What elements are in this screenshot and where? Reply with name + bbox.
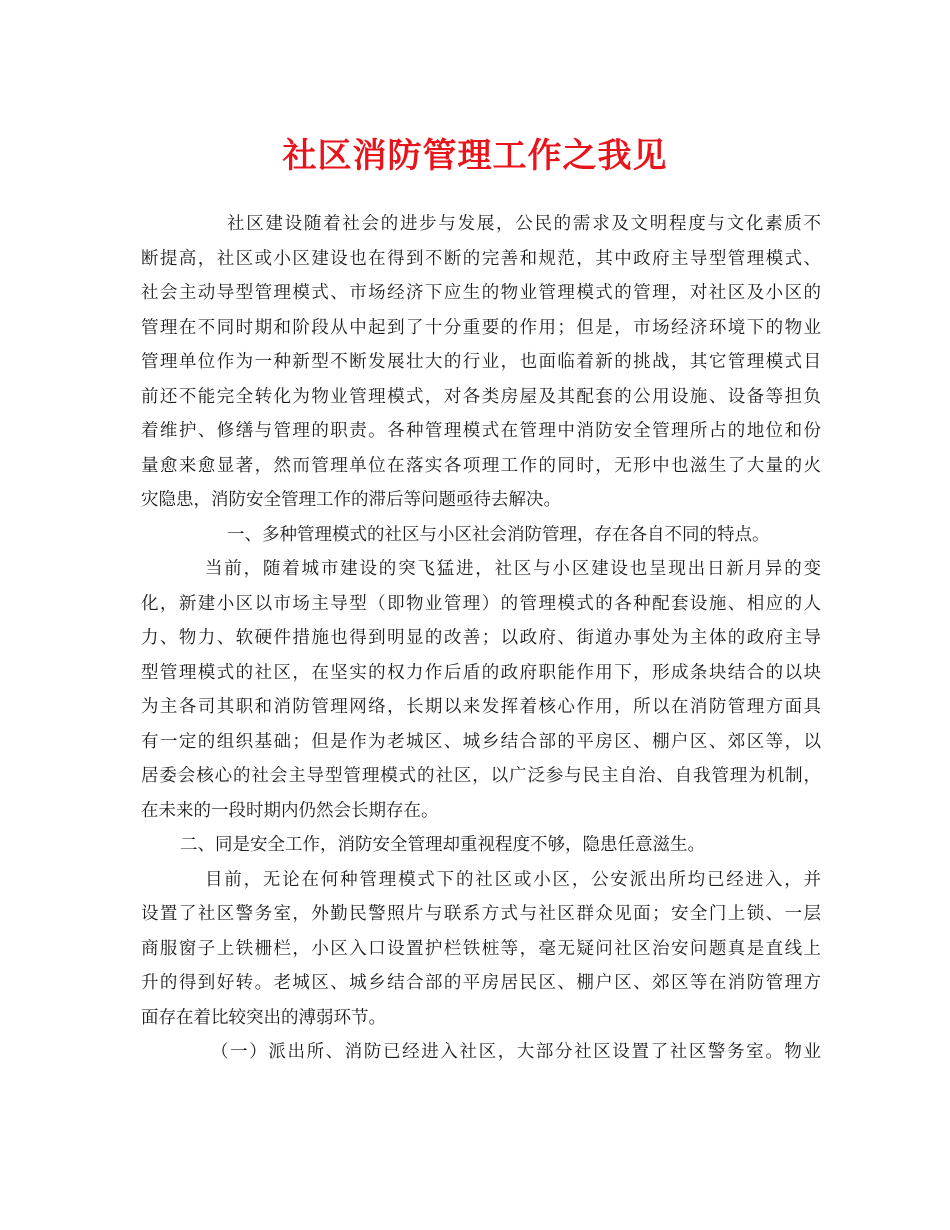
paragraph-1-line-2: 断提高，社区或小区建设也在得到不断的完善和规范，其中政府主导型管理模式、 [141, 248, 821, 269]
paragraph-1-line-1: 社区建设随着社会的进步与发展，公民的需求及文明程度与文化素质不 [227, 214, 821, 234]
paragraph-3-line-2: 化，新建小区以市场主导型（即物业管理）的管理模式的各种配套设施、相应的人 [141, 593, 821, 614]
paragraph-1-line-5: 管理单位作为一种新型不断发展壮大的行业，也面临着新的挑战，其它管理模式目 [141, 352, 821, 372]
paragraph-1-line-6: 前还不能完全转化为物业管理模式，对各类房屋及其配套的公用设施、设备等担负 [141, 386, 821, 407]
document-body [141, 207, 821, 1070]
document-title: 社区消防管理工作之我见 [282, 136, 668, 176]
paragraph-5-line-2: 设置了社区警务室，外勤民警照片与联系方式与社区群众见面；安全门上锁、一层 [141, 904, 821, 924]
paragraph-1-line-9: 灾隐患，消防安全管理工作的滞后等问题亟待去解决。 [141, 490, 561, 510]
paragraph-1-line-8: 量愈来愈显著，然而管理单位在落实各项理工作的同时，无形中也滋生了大量的火 [141, 455, 821, 476]
paragraph-3-line-7: 居委会核心的社会主导型管理模式的社区，以广泛参与民主自治、自我管理为机制， [141, 766, 821, 786]
paragraph-3-line-5: 为主各司其职和消防管理网络，长期以来发挥着核心作用，所以在消防管理方面具 [141, 697, 821, 717]
paragraph-5-line-4: 升的得到好转。老城区、城乡结合部的平房居民区、棚户区、郊区等在消防管理方 [141, 973, 821, 993]
paragraph-6-line-1: （一）派出所、消防已经进入社区，大部分社区设置了社区警务室。物业 [211, 1042, 821, 1062]
paragraph-5-line-5: 面存在着比较突出的溥弱环节。 [141, 1007, 386, 1028]
paragraph-5-line-3: 商服窗子上铁栅栏，小区入口设置护栏铁桩等，毫无疑问社区治安问题真是直线上 [141, 938, 821, 959]
section-heading-2: 二、同是安全工作，消防安全管理却重视程度不够，隐患任意滋生。 [180, 835, 705, 855]
paragraph-3-line-3: 力、物力、软硬件措施也得到明显的改善；以政府、街道办事处为主体的政府主导 [141, 628, 821, 648]
paragraph-3-line-6: 有一定的组织基础；但是作为老城区、城乡结合部的平房区、棚户区、郊区等，以 [141, 731, 821, 752]
section-heading-1: 一、多种管理模式的社区与小区社会消防管理，存在各自不同的特点。 [227, 524, 770, 545]
paragraph-3-line-8: 在未来的一段时期内仍然会长期存在。 [141, 800, 439, 821]
paragraph-1-line-3: 社会主动导型管理模式、市场经济下应生的物业管理模式的管理，对社区及小区的 [141, 283, 821, 303]
paragraph-3-line-1: 当前，随着城市建设的突飞猛进，社区与小区建设也呈现出日新月异的变 [205, 559, 821, 579]
paragraph-1-line-7: 着维护、修缮与管理的职责。各种管理模式在管理中消防安全管理所占的地位和份 [141, 421, 821, 441]
paragraph-5-line-1: 目前，无论在何种管理模式下的社区或小区，公安派出所均已经进入，并 [205, 869, 821, 890]
paragraph-1-line-4: 管理在不同时期和阶段从中起到了十分重要的作用；但是，市场经济环境下的物业 [141, 317, 821, 338]
paragraph-3-line-4: 型管理模式的社区，在坚实的权力作后盾的政府职能作用下，形成条块结合的以块 [141, 662, 821, 683]
